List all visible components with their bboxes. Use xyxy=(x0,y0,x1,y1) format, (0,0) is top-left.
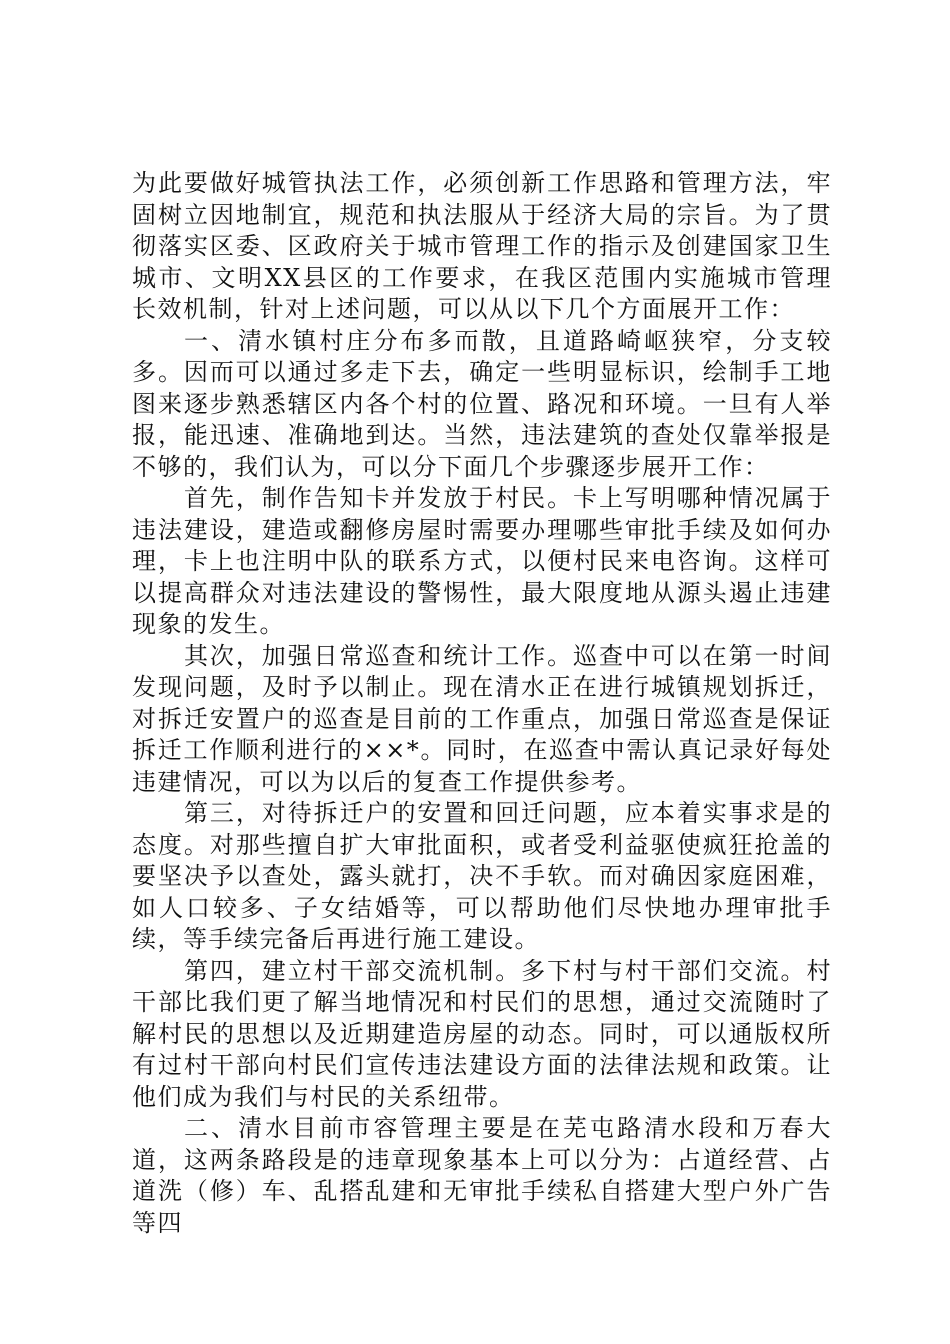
document-body xyxy=(132,168,832,1239)
paragraph-fourth-step: 第四，建立村干部交流机制。多下村与村干部们交流。村干部比我们更了解当地情况和村民们的思想，通过交流随时了解村民的思想以及近期建造房屋的动态。同时，可以通版权所有过村干部向村民们宣传违法建设方面的法律法规和政策。让他们成为我们与村民的关系纽带。 xyxy=(132,956,832,1111)
paragraph-section-one: 一、清水镇村庄分布多而散，且道路崎岖狭窄，分支较多。因而可以通过多走下去，确定一些明显标识，绘制手工地图来逐步熟悉辖区内各个村的位置、路况和环境。一旦有人举报，能迅速、准确地到达。当然，违法建筑的查处仅靠举报是不够的，我们认为，可以分下面几个步骤逐步展开工作： xyxy=(132,326,832,481)
paragraph-third-step: 第三，对待拆迁户的安置和回迁问题，应本着实事求是的态度。对那些擅自扩大审批面积，或者受利益驱使疯狂抢盖的要坚决予以查处，露头就打，决不手软。而对确因家庭困难，如人口较多、子女结婚等，可以帮助他们尽快地办理审批手续，等手续完备后再进行施工建设。 xyxy=(132,799,832,953)
paragraph-first-step: 首先，制作告知卡并发放于村民。卡上写明哪种情况属于违法建设，建造或翻修房屋时需要办理哪些审批手续及如何办理，卡上也注明中队的联系方式，以便村民来电咨询。这样可以提高群众对违法建设的警惕性，最大限度地从源头遏止违建现象的发生。 xyxy=(132,484,832,638)
paragraph-section-two: 二、清水目前市容管理主要是在芜屯路清水段和万春大道，这两条路段是的违章现象基本上可以分为：占道经营、占道洗（修）车、乱搭乱建和无审批手续私自搭建大型户外广告等四 xyxy=(132,1114,832,1237)
paragraph-intro: 为此要做好城管执法工作，必须创新工作思路和管理方法，牢固树立因地制宜，规范和执法服从于经济大局的宗旨。为了贯彻落实区委、区政府关于城市管理工作的指示及创建国家卫生城市、文明XX县区的工作要求，在我区范围内实施城市管理长效机制，针对上述问题，可以从以下几个方面展开工作： xyxy=(132,169,832,323)
paragraph-second-step: 其次，加强日常巡查和统计工作。巡查中可以在第一时间发现问题，及时予以制止。现在清水正在进行城镇规划拆迁，对拆迁安置户的巡查是目前的工作重点，加强日常巡查是保证拆迁工作顺利进行的××*。同时，在巡查中需认真记录好每处违建情况，可以为以后的复查工作提供参考。 xyxy=(132,641,832,796)
